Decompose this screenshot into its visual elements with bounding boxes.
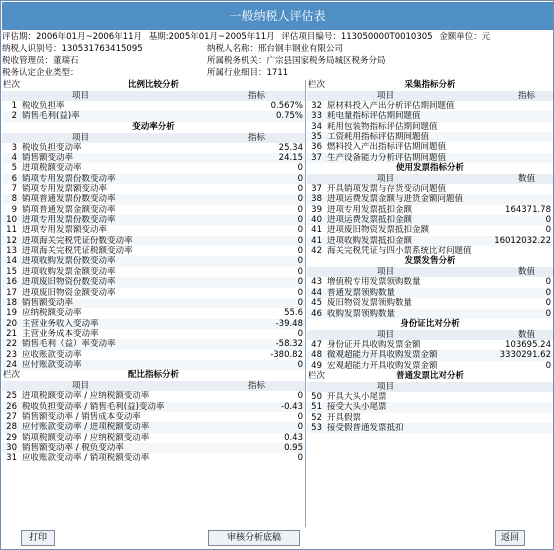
row-label: 收购发票领购数量: [327, 308, 396, 319]
row-value: 164371.78: [505, 204, 551, 215]
row-number: 11: [6, 225, 17, 236]
office-label: 所属税务机关：: [207, 56, 267, 66]
info-line-1: [2, 31, 553, 43]
row-label: 燃料投入产出指标评估期间题值: [327, 142, 447, 153]
row-label: 微观超能力开具收购发票金额: [327, 350, 438, 361]
row-number: 10: [6, 215, 17, 226]
table-row: [307, 132, 553, 142]
table-row: [307, 225, 553, 235]
back-button[interactable]: 返回: [495, 530, 525, 546]
row-label: 生产设备能力分析评估期间题值: [327, 152, 447, 163]
header-value: 指标: [247, 381, 265, 392]
table-row: [307, 350, 553, 360]
table-row: [2, 350, 305, 360]
table-header: [307, 267, 553, 277]
row-number: 53: [311, 422, 322, 433]
table-row: [307, 184, 553, 194]
column-divider: [305, 80, 306, 527]
section-collect: [307, 80, 553, 91]
row-label: 销项专用发票份数变动率: [22, 173, 116, 184]
row-label: 税收负担变动率: [22, 142, 82, 153]
row-value: 0: [297, 411, 303, 422]
row-label: 进项收购发票金额变动率: [22, 266, 116, 277]
taxpayer-name: 邢台钢丰钢业有限公司: [258, 44, 344, 54]
table-row: [2, 422, 305, 432]
row-label: 普通发票领购数量: [327, 287, 396, 298]
header-item: 项目: [377, 91, 395, 101]
row-value: 0.43: [284, 432, 303, 443]
table-row: [2, 433, 305, 443]
row-number: 33: [311, 111, 322, 122]
eval-period: 评估期：2006年01月~2006年11月: [2, 32, 143, 42]
row-label: 销售额变动率: [22, 297, 74, 308]
header-item: 项目: [72, 132, 90, 143]
header-value: 数值: [517, 174, 535, 185]
row-label: 销售额变动率 / 税负变动率: [22, 442, 124, 453]
row-label: 接受大头小尾票: [327, 402, 387, 413]
row-label: 销项普通发票金额变动率: [22, 204, 116, 215]
row-value: 0: [297, 225, 303, 236]
row-value: 0: [297, 215, 303, 226]
table-row: [307, 309, 553, 319]
table-row: [307, 194, 553, 204]
row-number: 7: [11, 184, 17, 195]
table-row: [2, 277, 305, 287]
row-label: 销售额变动率: [22, 153, 74, 164]
row-number: 40: [311, 215, 322, 226]
window-title: 一般纳税人评估表: [2, 2, 553, 30]
table-row: [2, 453, 305, 463]
row-label: 应纳税额变动率: [22, 308, 82, 319]
manager-label: 税收管理员：: [2, 56, 54, 66]
section-title: 采集指标分析: [404, 80, 456, 90]
taxpayer-name-label: 纳税人名称：: [207, 44, 259, 54]
row-value: -58.32: [275, 339, 303, 350]
row-number: 21: [6, 328, 17, 339]
row-number: 37: [311, 184, 322, 195]
section-title: 使用发票指标分析: [395, 163, 464, 174]
manager: 董瑞石: [53, 56, 79, 66]
row-number: 28: [6, 422, 17, 433]
row-value: 0.95: [284, 442, 303, 453]
row-label: 主营业务收入变动率: [22, 318, 99, 329]
header-value: 数值: [517, 267, 535, 278]
table-row: [2, 360, 305, 370]
row-label: 主营业务成本变动率: [22, 328, 99, 339]
row-group: [2, 391, 305, 463]
table-row: [307, 101, 553, 111]
row-label: 进项税额变动率 / 应纳税额变动率: [22, 391, 150, 402]
corner-label: 栏次: [3, 370, 21, 381]
office-group: [207, 55, 386, 67]
row-label: 增值税专用发票领购数量: [327, 277, 421, 288]
row-group: [307, 340, 553, 371]
row-label: 销项专用发票额变动率: [22, 184, 108, 195]
row-label: 税收负担率: [22, 101, 65, 111]
row-value: 0: [297, 184, 303, 195]
row-label: 进项专用发票份数变动率: [22, 215, 116, 226]
info-line-3: [2, 55, 553, 67]
table-header: [307, 330, 553, 340]
row-number: 24: [6, 359, 17, 370]
row-value: 0: [545, 215, 551, 226]
section-title: 比例比较分析: [127, 80, 179, 90]
row-value: 0: [545, 360, 551, 371]
row-value: 0: [297, 256, 303, 267]
header-value: 指标: [247, 91, 265, 101]
row-label: 原材料投入产出分析评估期间题值: [327, 101, 455, 111]
row-value: 0: [297, 391, 303, 402]
row-value: 55.6: [284, 308, 303, 319]
section-change: [2, 122, 305, 133]
table-row: [2, 111, 305, 121]
table-row: [307, 215, 553, 225]
table-row: [2, 101, 305, 111]
table-row: [307, 122, 553, 132]
table-row: [2, 412, 305, 422]
row-value: 0: [545, 287, 551, 298]
row-label: 进项海关完税凭证份数变动率: [22, 235, 133, 246]
row-number: 34: [311, 121, 322, 132]
industry-label: 所属行业细目：: [207, 68, 267, 78]
header-item: 项目: [377, 329, 395, 340]
header-item: 项目: [72, 91, 90, 101]
row-label: 应付账款变动率: [22, 359, 82, 370]
audit-draft-button[interactable]: 审核分析底稿: [208, 530, 300, 546]
table-row: [307, 423, 553, 433]
row-value: 3330291.62: [499, 350, 551, 361]
row-value: 0: [297, 453, 303, 464]
corner-label: 栏次: [308, 80, 326, 90]
row-number: 31: [6, 453, 17, 464]
table-row: [2, 246, 305, 256]
row-value: 0: [297, 287, 303, 298]
row-label: 应付账款变动率 / 进项税额变动率: [22, 422, 150, 433]
table-row: [2, 163, 305, 173]
row-number: 48: [311, 350, 322, 361]
row-value: 0.567%: [270, 101, 303, 111]
row-value: 0: [297, 246, 303, 257]
row-number: 1: [11, 101, 17, 111]
row-label: 进项废旧物资发票抵扣金额: [327, 225, 430, 236]
table-row: [307, 340, 553, 350]
row-value: 0: [297, 194, 303, 205]
section-title: 发票发售分析: [404, 256, 456, 267]
section-invoice-sale: [307, 256, 553, 267]
row-number: 49: [311, 360, 322, 371]
section-title: 普通发票比对分析: [395, 370, 464, 381]
row-number: 25: [6, 391, 17, 402]
table-row: [2, 443, 305, 453]
table-row: [2, 329, 305, 339]
section-ratio: [2, 80, 305, 91]
row-label: 废旧物资发票领购数量: [327, 298, 413, 309]
row-label: 应收账款变动率: [22, 349, 82, 360]
row-value: 0: [545, 225, 551, 236]
row-number: 14: [6, 256, 17, 267]
row-number: 44: [311, 287, 322, 298]
row-value: 0: [297, 204, 303, 215]
row-value: 0: [297, 328, 303, 339]
table-row: [307, 111, 553, 121]
row-label: 销项税额变动率 / 应纳税额变动率: [22, 432, 150, 443]
row-label: 进项税额变动率: [22, 163, 82, 174]
row-number: 16: [6, 277, 17, 288]
row-value: 16012032.22: [494, 235, 551, 246]
industry-group: [207, 67, 288, 79]
taxpayer-id: 130531763415095: [61, 44, 143, 54]
table-row: [307, 413, 553, 423]
table-row: [2, 339, 305, 349]
print-button[interactable]: 打印: [21, 530, 55, 546]
row-label: 身份证开具收购发票金额: [327, 339, 421, 350]
header-value: 数值: [517, 329, 535, 340]
header-item: 项目: [377, 381, 395, 392]
row-label: 进项运费发票抵扣金额: [327, 215, 413, 226]
row-number: 15: [6, 266, 17, 277]
left-column: [2, 80, 305, 464]
table-row: [2, 215, 305, 225]
row-label: 耗用包装物指标评估期间题值: [327, 121, 438, 132]
info-line-2: [2, 43, 553, 55]
row-label: 进项海关完税凭证税额变动率: [22, 246, 133, 257]
table-header: [2, 381, 305, 391]
row-label: 进项废旧物资份数变动率: [22, 277, 116, 288]
row-number: 8: [11, 194, 17, 205]
row-label: 开具假票: [327, 412, 362, 423]
row-number: 20: [6, 318, 17, 329]
header-value: 指标: [517, 91, 535, 101]
row-number: 43: [311, 277, 322, 288]
table-header: [307, 174, 553, 184]
table-row: [2, 319, 305, 329]
row-number: 26: [6, 401, 17, 412]
row-label: 进项专用发票额变动率: [22, 225, 108, 236]
row-number: 38: [311, 194, 322, 205]
row-group: [307, 277, 553, 318]
table-row: [307, 361, 553, 371]
taxpayer-id-label: 纳税人识别号：: [2, 44, 62, 54]
row-group: [307, 184, 553, 256]
row-label: 宏观超能力开具收购发票金额: [327, 360, 438, 371]
section-title: 变动率分析: [132, 121, 175, 132]
row-number: 19: [6, 308, 17, 319]
row-number: 47: [311, 339, 322, 350]
table-row: [307, 277, 553, 287]
row-label: 接受假普通发票抵扣: [327, 422, 404, 433]
row-label: 销项普通发票份数变动率: [22, 194, 116, 205]
row-label: 税收负担变动率 / 销售毛利(益)变动率: [22, 401, 165, 412]
row-number: 29: [6, 432, 17, 443]
table-row: [2, 184, 305, 194]
row-label: 应收账款变动率 / 销项税额变动率: [22, 453, 150, 464]
table-row: [2, 298, 305, 308]
header-item: 项目: [377, 267, 395, 278]
section-ordinary-invoice: [307, 371, 553, 382]
row-value: 103695.24: [505, 339, 551, 350]
row-number: 32: [311, 101, 322, 111]
row-number: 39: [311, 204, 322, 215]
section-title: 身份证比对分析: [400, 318, 460, 329]
table-row: [307, 153, 553, 163]
table-header: [307, 91, 553, 101]
table-row: [2, 256, 305, 266]
row-value: 0: [297, 173, 303, 184]
table-header: [2, 133, 305, 143]
row-label: 进项废旧物资金额变动率: [22, 287, 116, 298]
header-item: 项目: [377, 174, 395, 185]
table-row: [2, 205, 305, 215]
row-value: 0: [297, 277, 303, 288]
row-label: 销售毛利(益)率: [22, 111, 80, 122]
row-label: 销售毛利（益）率变动率: [22, 339, 116, 350]
row-number: 35: [311, 132, 322, 143]
row-label: 进项专用发票抵扣金额: [327, 204, 413, 215]
taxpayer-name-group: [207, 43, 343, 55]
row-number: 2: [11, 111, 17, 122]
info-line-4: [2, 67, 553, 79]
table-row: [2, 194, 305, 204]
row-value: 0: [297, 266, 303, 277]
table-row: [2, 288, 305, 298]
row-label: 进项收购发票抵扣金额: [327, 235, 413, 246]
row-number: 4: [11, 153, 17, 164]
row-number: 3: [11, 142, 17, 153]
table-row: [307, 236, 553, 246]
row-number: 12: [6, 235, 17, 246]
row-number: 18: [6, 297, 17, 308]
table-row: [2, 174, 305, 184]
row-value: -0.43: [281, 401, 303, 412]
table-row: [2, 143, 305, 153]
row-number: 5: [11, 163, 17, 174]
row-label: 进项运费发票金额与进货金额问题值: [327, 194, 464, 205]
row-label: 工资耗用指标评估期间题值: [327, 132, 430, 143]
row-label: 进项收购发票份数变动率: [22, 256, 116, 267]
cert-type-label: 税务认定企业类型：: [2, 68, 79, 78]
header-item: 项目: [72, 381, 90, 392]
table-row: [307, 298, 553, 308]
row-value: 0: [297, 359, 303, 370]
section-invoice-use: [307, 163, 553, 174]
row-value: 0: [545, 298, 551, 309]
row-number: 17: [6, 287, 17, 298]
table-row: [2, 391, 305, 401]
row-label: 开具大头小尾票: [327, 391, 387, 402]
row-number: 46: [311, 308, 322, 319]
row-value: -39.48: [275, 318, 303, 329]
row-value: 0: [297, 235, 303, 246]
money-unit: 金额单位：元: [439, 32, 491, 42]
row-value: 0: [545, 308, 551, 319]
row-number: 52: [311, 412, 322, 423]
table-row: [2, 236, 305, 246]
row-number: 30: [6, 442, 17, 453]
table-row: [2, 402, 305, 412]
row-number: 27: [6, 411, 17, 422]
row-label: 海关完税凭证与四小票系统比对问题值: [327, 246, 472, 257]
row-number: 22: [6, 339, 17, 350]
row-number: 6: [11, 173, 17, 184]
row-number: 50: [311, 391, 322, 402]
row-number: 45: [311, 298, 322, 309]
corner-label: 栏次: [308, 370, 326, 381]
row-group: [2, 101, 305, 122]
row-number: 42: [311, 246, 322, 257]
row-value: -380.82: [270, 349, 303, 360]
office: 广宗县国家税务局城区税务分局: [266, 56, 386, 66]
row-number: 9: [11, 204, 17, 215]
row-number: 13: [6, 246, 17, 257]
row-number: 41: [311, 225, 322, 236]
table-row: [2, 225, 305, 235]
industry: 1711: [266, 68, 289, 78]
row-value: 0.75%: [275, 111, 303, 122]
corner-label: 栏次: [3, 80, 21, 90]
table-row: [2, 267, 305, 277]
row-group: [2, 143, 305, 371]
row-number: 41: [311, 235, 322, 246]
row-value: 24.15: [278, 153, 303, 164]
base-period: 基期:2005年01月~2005年11月: [148, 32, 275, 42]
row-number: 37: [311, 152, 322, 163]
row-value: 0: [545, 277, 551, 288]
section-match: [2, 370, 305, 381]
table-row: [307, 288, 553, 298]
row-group: [307, 101, 553, 163]
row-number: 36: [311, 142, 322, 153]
row-value: 0: [297, 422, 303, 433]
right-column: [307, 80, 553, 433]
eval-number: 评估项目编号：113050000T0010305: [281, 32, 433, 42]
table-header: [307, 382, 553, 392]
table-row: [307, 392, 553, 402]
table-row: [307, 205, 553, 215]
section-id-card: [307, 319, 553, 330]
table-row: [307, 142, 553, 152]
row-label: 销售额变动率 / 销售成本变动率: [22, 411, 141, 422]
row-value: 0: [297, 297, 303, 308]
row-value: 25.34: [278, 142, 303, 153]
table-row: [307, 246, 553, 256]
header-value: 指标: [247, 132, 265, 143]
table-header: [2, 91, 305, 101]
row-group: [307, 392, 553, 433]
table-row: [2, 153, 305, 163]
row-label: 开具销项发票与存货变动问题值: [327, 184, 447, 195]
row-value: 0: [297, 163, 303, 174]
table-row: [307, 402, 553, 412]
section-title: 配比指标分析: [127, 370, 179, 381]
row-number: 51: [311, 402, 322, 413]
row-label: 耗电量指标评估期间题值: [327, 111, 421, 122]
row-number: 23: [6, 349, 17, 360]
table-row: [2, 308, 305, 318]
